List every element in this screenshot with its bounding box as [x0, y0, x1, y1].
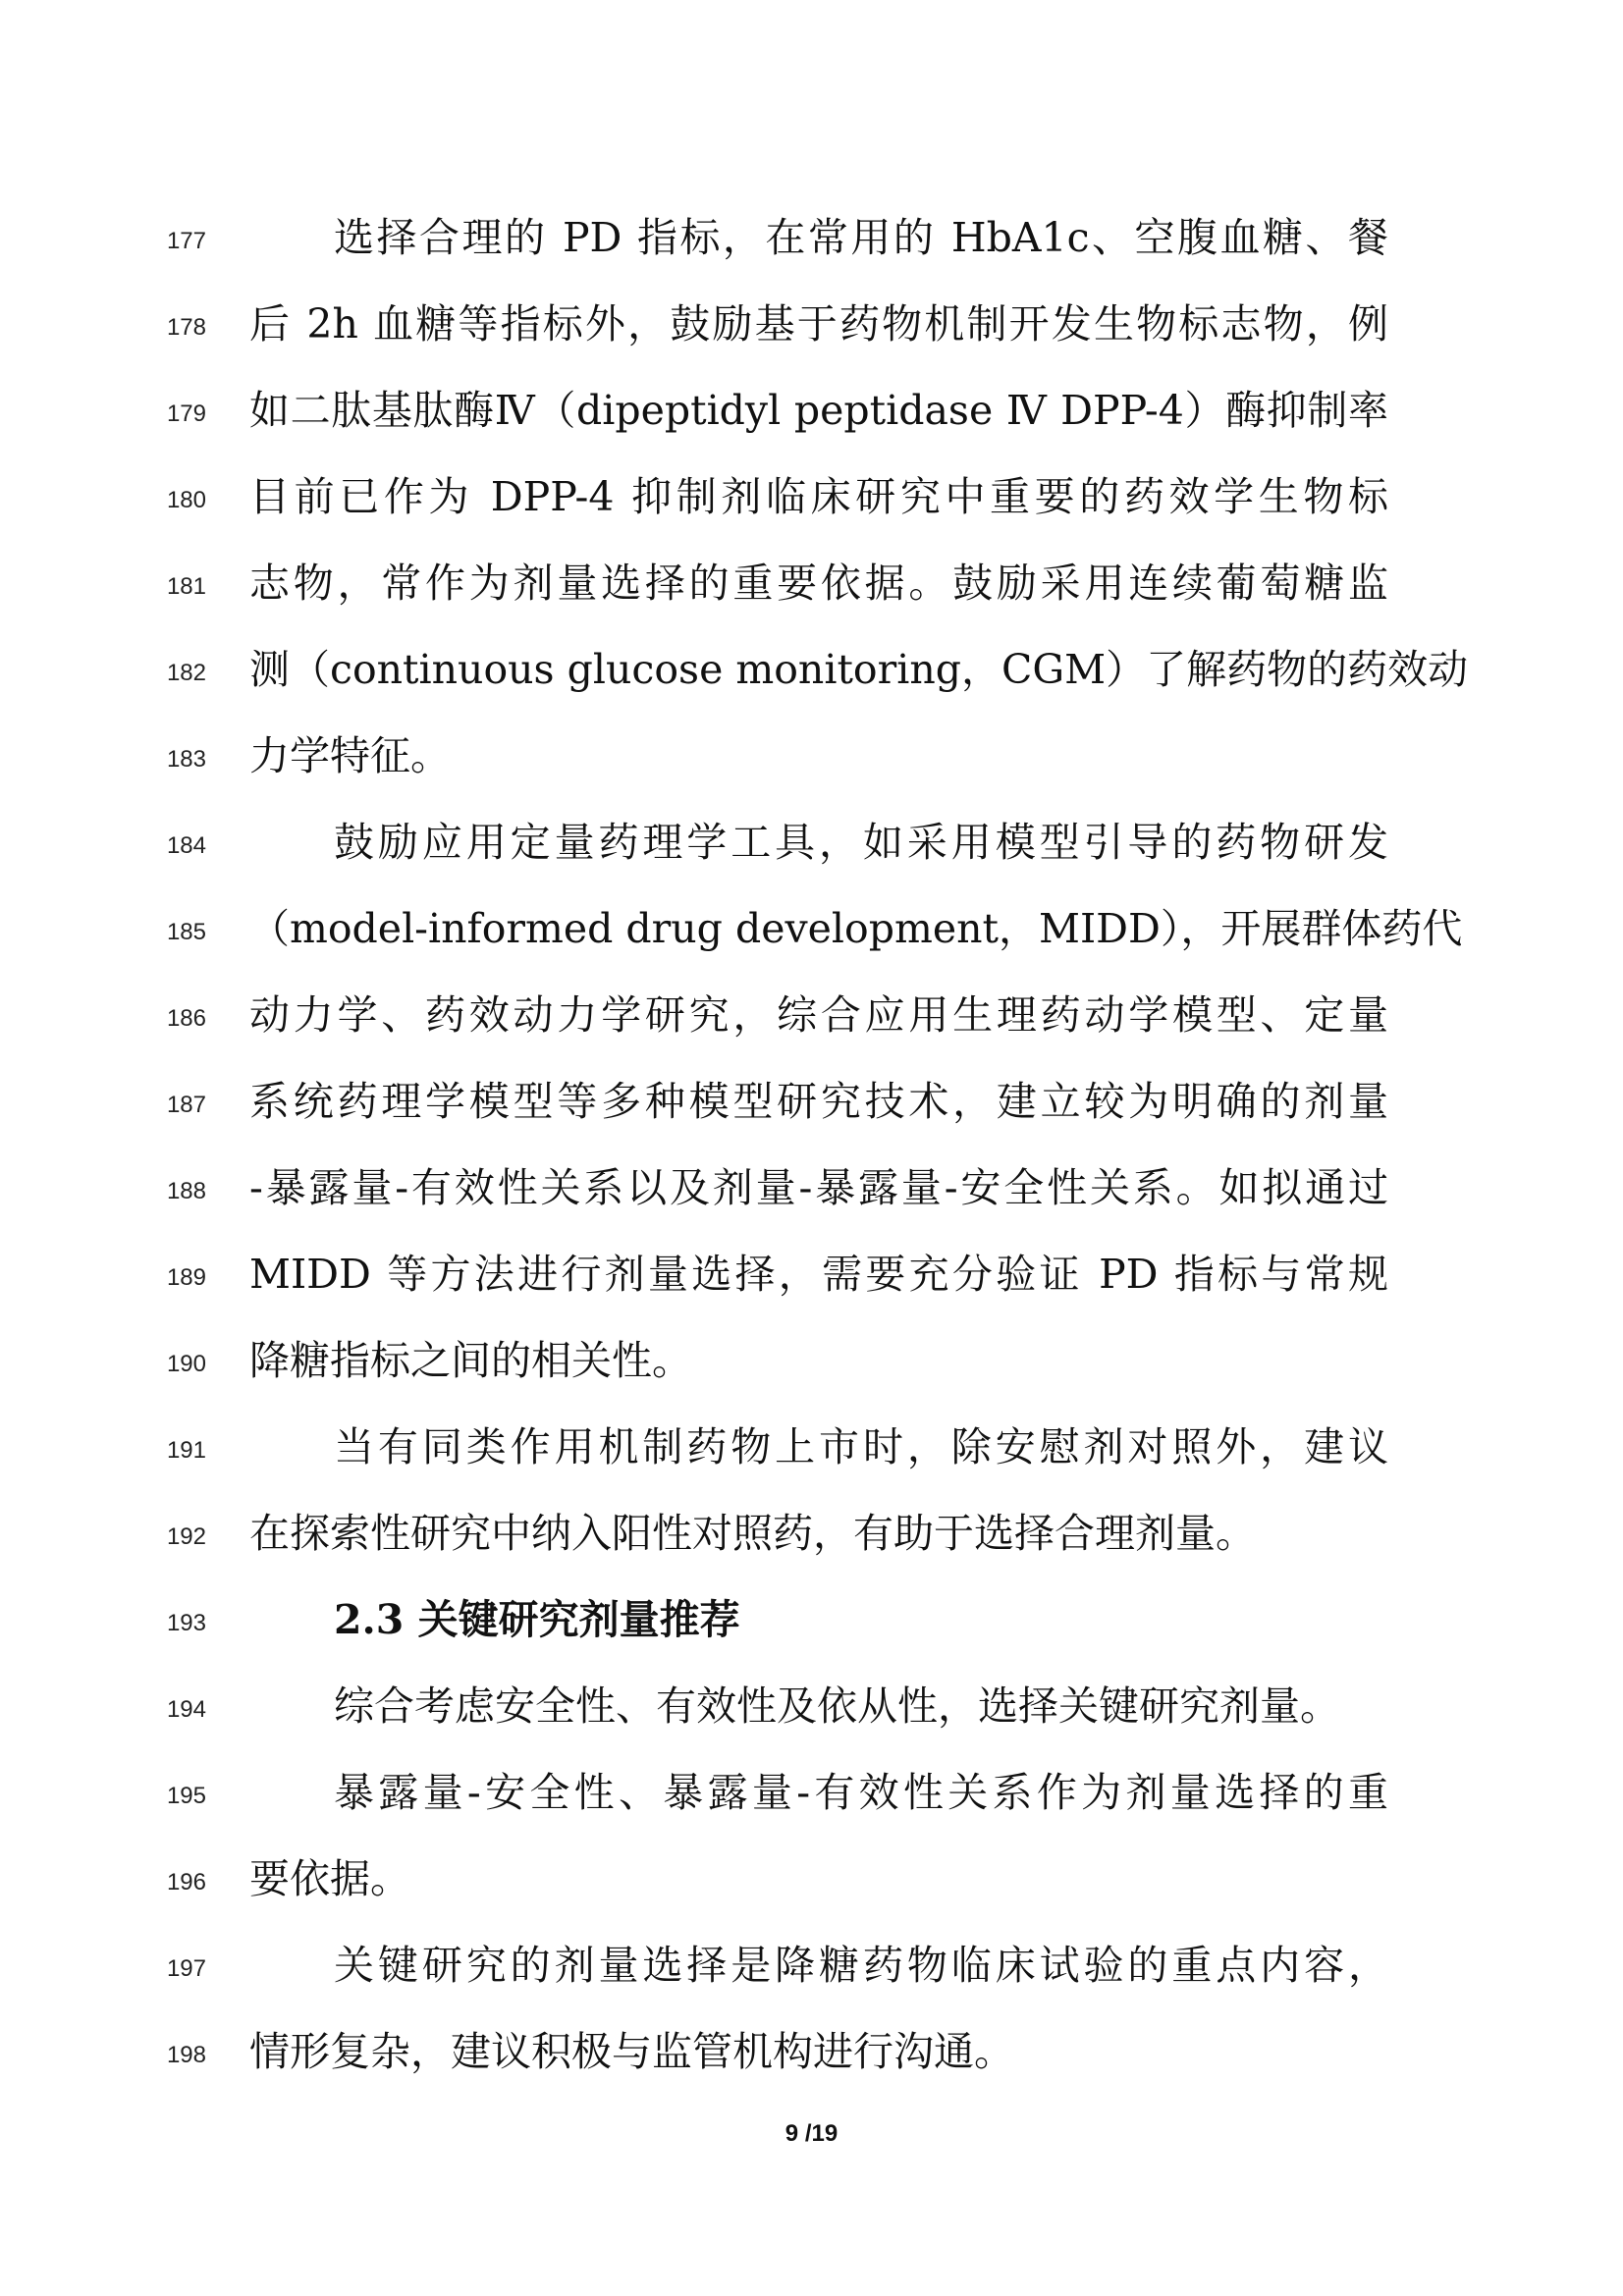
line-number: 195 — [166, 1783, 206, 1809]
paragraph-text: 鼓励应用定量药理学工具，如采用模型引导的药物研发 — [334, 819, 1388, 866]
text-line — [0, 805, 1623, 891]
paragraph-text: 当有同类作用机制药物上市时，除安慰剂对照外，建议 — [334, 1423, 1388, 1470]
paragraph-text: （model-informed drug development，MIDD），开展群体药代 — [249, 905, 1463, 952]
paragraph-text: 动力学、药效动力学研究，综合应用生理药动学模型、定量 — [249, 991, 1388, 1039]
line-number: 184 — [166, 832, 206, 859]
line-number: 185 — [166, 919, 206, 945]
text-line — [0, 1496, 1623, 1582]
text-line — [0, 459, 1623, 546]
text-line — [0, 978, 1623, 1064]
paragraph-text: 在探索性研究中纳入阳性对照药，有助于选择合理剂量。 — [249, 1510, 1256, 1557]
line-number: 193 — [166, 1610, 206, 1636]
line-number: 188 — [166, 1178, 206, 1204]
paragraph-text: 力学特征。 — [249, 732, 451, 779]
paragraph-text: 测（continuous glucose monitoring，CGM）了解药物的药效动 — [249, 646, 1469, 693]
paragraph-text: 暴露量-安全性、暴露量-有效性关系作为剂量选择的重 — [334, 1769, 1388, 1816]
line-number: 190 — [166, 1351, 206, 1377]
text-line — [0, 1410, 1623, 1496]
text-line — [0, 1237, 1623, 1323]
line-number: 180 — [166, 487, 206, 513]
text-line — [0, 1669, 1623, 1755]
paragraph-text: MIDD 等方法进行剂量选择，需要充分验证 PD 指标与常规 — [249, 1251, 1388, 1298]
paragraph-text: 后 2h 血糖等指标外，鼓励基于药物机制开发生物标志物，例 — [249, 300, 1388, 347]
page-number: 9 /19 — [784, 2120, 839, 2147]
paragraph-text: 志物，常作为剂量选择的重要依据。鼓励采用连续葡萄糖监 — [249, 560, 1388, 607]
text-line — [0, 1755, 1623, 1842]
text-line — [0, 287, 1623, 373]
text-line — [0, 891, 1623, 978]
line-number: 189 — [166, 1264, 206, 1291]
text-line — [0, 1150, 1623, 1237]
line-number: 187 — [166, 1092, 206, 1118]
section-heading-line — [0, 1582, 1623, 1669]
line-number: 198 — [166, 2042, 206, 2068]
line-number: 179 — [166, 400, 206, 427]
text-line — [0, 1842, 1623, 1928]
text-line — [0, 1323, 1623, 1410]
text-line — [0, 1928, 1623, 2014]
paragraph-text: 选择合理的 PD 指标，在常用的 HbA1c、空腹血糖、餐 — [334, 214, 1388, 261]
line-number: 196 — [166, 1869, 206, 1896]
paragraph-text: 降糖指标之间的相关性。 — [249, 1337, 692, 1384]
line-number: 194 — [166, 1696, 206, 1723]
paragraph-text: 情形复杂，建议积极与监管机构进行沟通。 — [249, 2028, 1014, 2075]
paragraph-text: 要依据。 — [249, 1855, 410, 1902]
line-number: 191 — [166, 1437, 206, 1464]
line-number: 183 — [166, 746, 206, 773]
text-line — [0, 373, 1623, 459]
paragraph-text: 系统药理学模型等多种模型研究技术，建立较为明确的剂量 — [249, 1078, 1388, 1125]
line-number: 181 — [166, 573, 206, 600]
text-line — [0, 2014, 1623, 2101]
paragraph-text: 综合考虑安全性、有效性及依从性，选择关键研究剂量。 — [334, 1682, 1340, 1730]
line-number: 182 — [166, 660, 206, 686]
line-number: 186 — [166, 1005, 206, 1032]
text-line — [0, 719, 1623, 805]
text-line — [0, 200, 1623, 287]
section-heading: 2.3 关键研究剂量推荐 — [334, 1596, 740, 1643]
line-number: 197 — [166, 1955, 206, 1982]
line-number: 192 — [166, 1523, 206, 1550]
line-number: 178 — [166, 314, 206, 341]
line-number: 177 — [166, 228, 206, 254]
text-line — [0, 546, 1623, 632]
paragraph-text: -暴露量-有效性关系以及剂量-暴露量-安全性关系。如拟通过 — [249, 1164, 1388, 1211]
text-line — [0, 632, 1623, 719]
paragraph-text: 如二肽基肽酶Ⅳ（dipeptidyl peptidase Ⅳ DPP-4）酶抑制率 — [249, 387, 1388, 434]
paragraph-text: 关键研究的剂量选择是降糖药物临床试验的重点内容， — [334, 1942, 1388, 1989]
paragraph-text: 目前已作为 DPP-4 抑制剂临床研究中重要的药效学生物标 — [249, 473, 1388, 520]
text-line — [0, 1064, 1623, 1150]
